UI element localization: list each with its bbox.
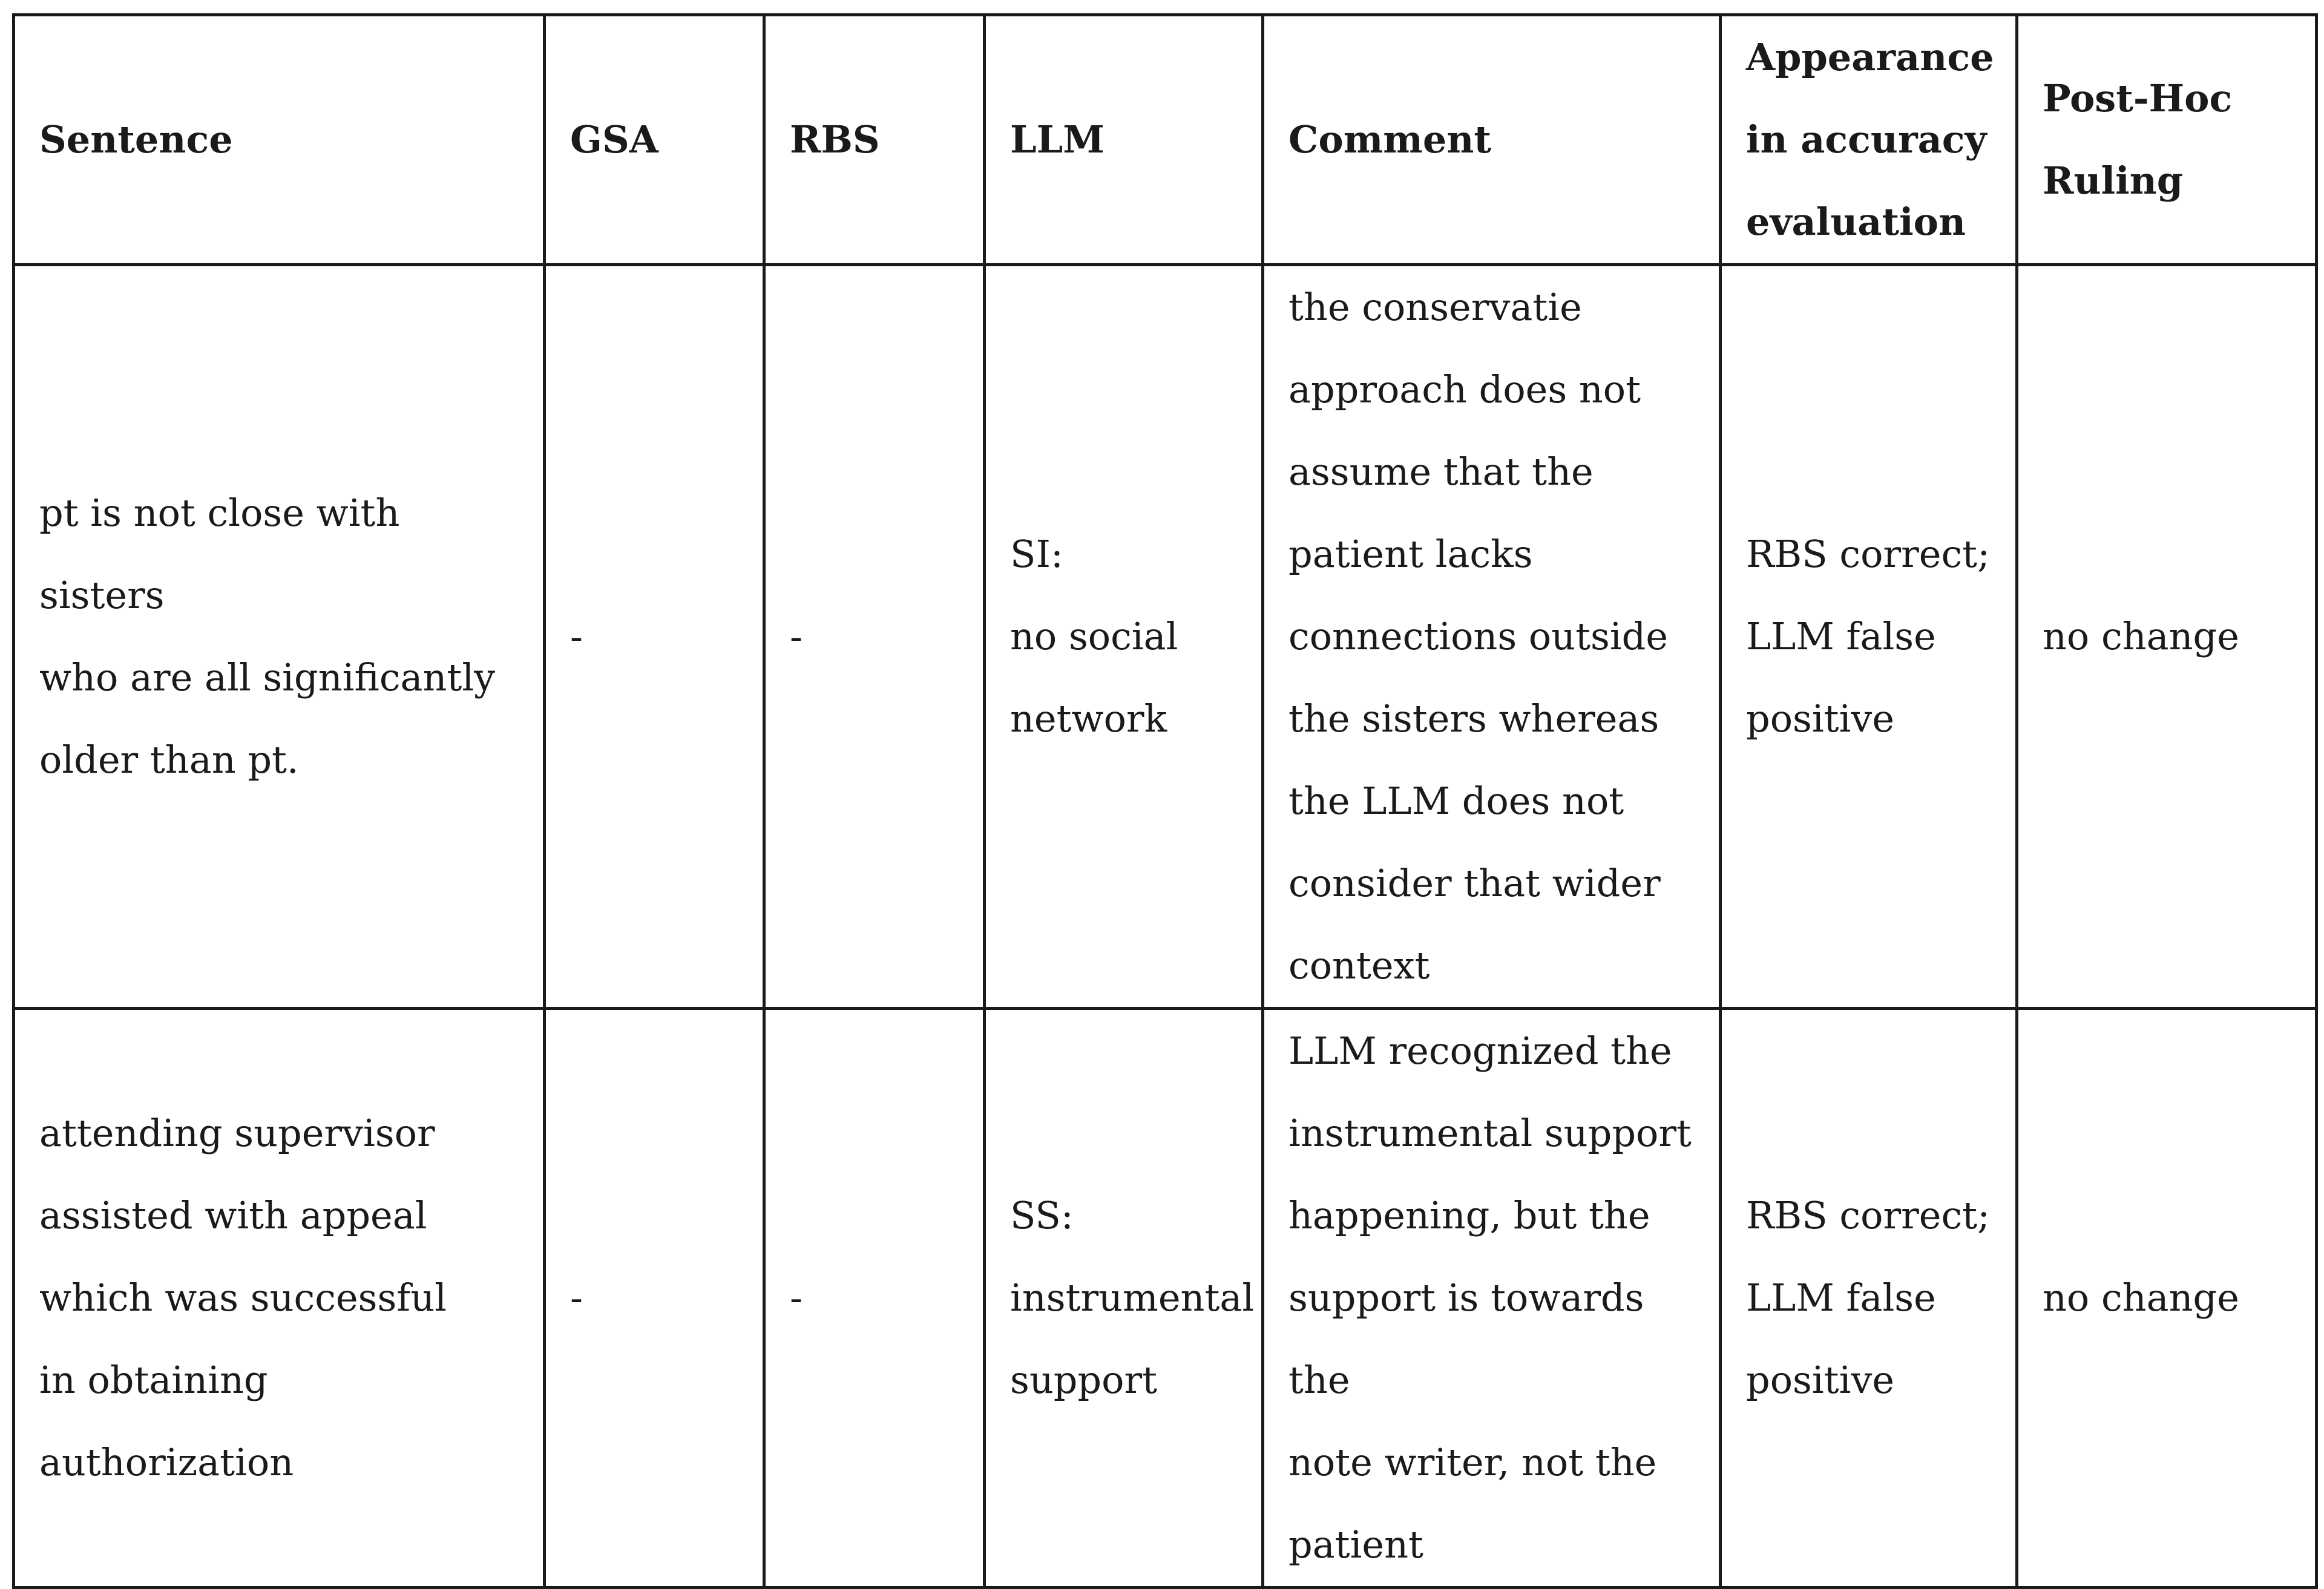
cell-llm: SI: no social network: [985, 265, 1263, 1009]
header-appearance: Appearance in accuracy evaluation: [1721, 15, 2017, 265]
cell-gsa: -: [545, 265, 764, 1009]
results-table-container: [12, 13, 2315, 1567]
header-llm: LLM: [985, 15, 1263, 265]
cell-appearance: RBS correct; LLM false positive: [1721, 265, 2017, 1009]
header-gsa: GSA: [545, 15, 764, 265]
cell-gsa: -: [545, 1009, 764, 1588]
header-comment: Comment: [1263, 15, 1721, 265]
header-post-hoc-ruling: Post-Hoc Ruling: [2017, 15, 2317, 265]
cell-post-hoc-ruling: no change: [2017, 1009, 2317, 1588]
cell-rbs: -: [764, 265, 985, 1009]
header-rbs: RBS: [764, 15, 985, 265]
cell-rbs: -: [764, 1009, 985, 1588]
results-table: [12, 13, 2318, 1589]
table-row: [14, 1009, 2317, 1588]
cell-llm: SS: instrumental support: [985, 1009, 1263, 1588]
cell-sentence: attending supervisor assisted with appeal which was successful in obtaining authorization: [14, 1009, 545, 1588]
table-row: [14, 265, 2317, 1009]
cell-post-hoc-ruling: no change: [2017, 265, 2317, 1009]
header-sentence: Sentence: [14, 15, 545, 265]
cell-comment: LLM recognized the instrumental support happening, but the support is towards the note writer, not the patient: [1263, 1009, 1721, 1588]
cell-comment: the conservatie approach does not assume that the patient lacks connections outside the sisters whereas the LLM does not consider that wider context: [1263, 265, 1721, 1009]
cell-appearance: RBS correct; LLM false positive: [1721, 1009, 2017, 1588]
table-header-row: [14, 15, 2317, 265]
cell-sentence: pt is not close with sisters who are all significantly older than pt.: [14, 265, 545, 1009]
